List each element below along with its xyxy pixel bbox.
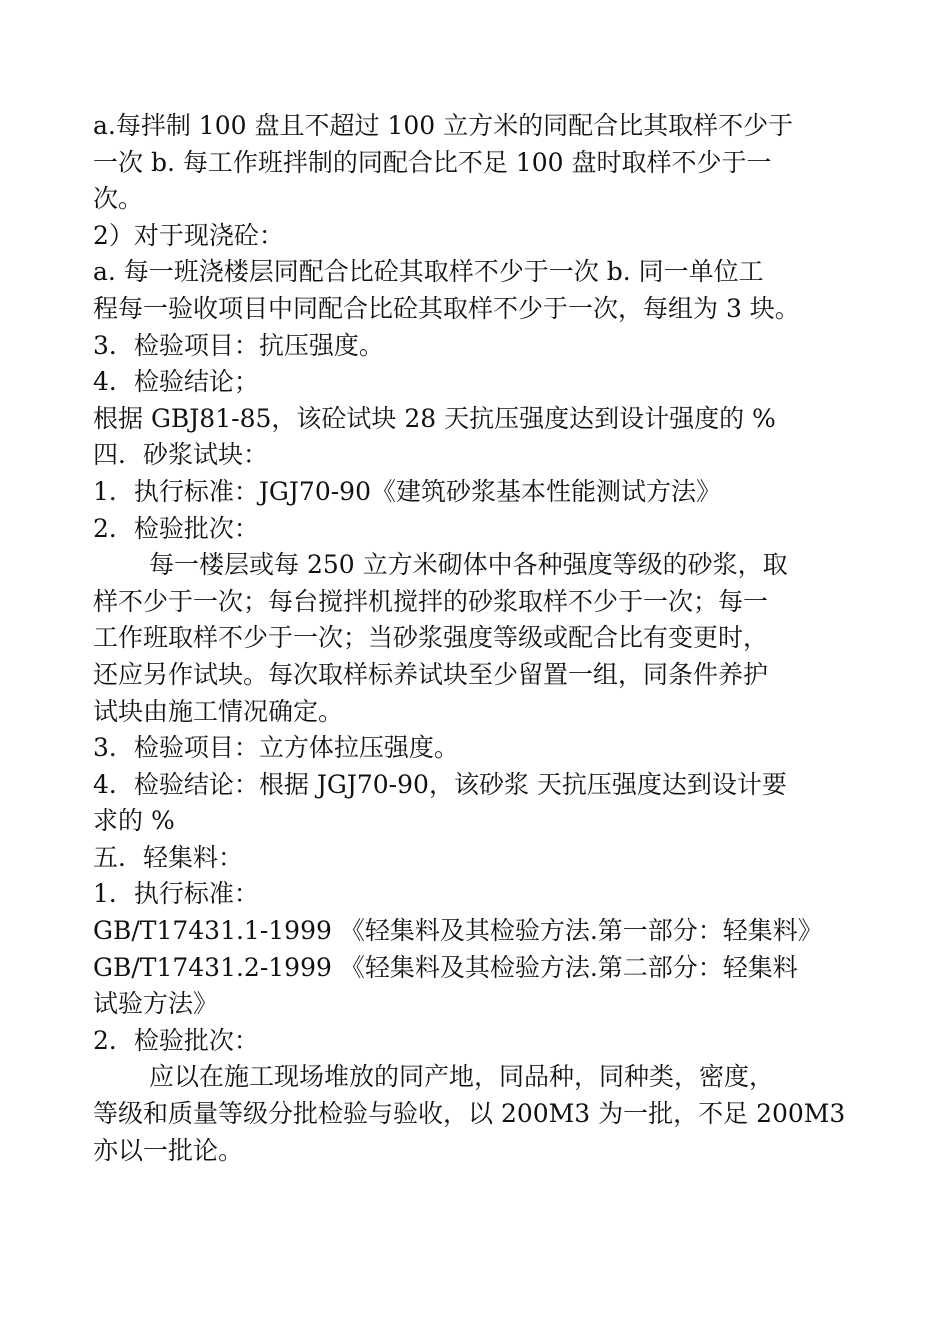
- standard-reference: GB/T17431.1-1999 《轻集料及其检验方法.第一部分：轻集料》: [93, 916, 823, 946]
- item-heading: 4．检验结论；: [93, 367, 259, 397]
- text-line: 试块由施工情况确定。: [93, 696, 344, 726]
- text-line: a. 每一班浇楼层同配合比砼其取样不少于一次 b. 同一单位工: [93, 257, 764, 287]
- text-line: 还应另作试块。每次取样标养试块至少留置一组，同条件养护: [93, 659, 769, 689]
- paragraph-first-line: 应以在施工现场堆放的同产地，同品种，同种类，密度，: [149, 1062, 775, 1092]
- text-line: a.每拌制 100 盘且不超过 100 立方米的同配合比其取样不少于: [93, 111, 794, 140]
- item-heading: 1．执行标准：JGJ70-90《建筑砂浆基本性能测试方法》: [93, 476, 721, 506]
- text-line: 工作班取样不少于一次；当砂浆强度等级或配合比有变更时，: [93, 623, 769, 653]
- item-heading: 3．检验项目：立方体拉压强度。: [93, 733, 459, 763]
- item-heading: 3．检验项目：抗压强度。: [93, 330, 384, 360]
- text-line: 样不少于一次；每台搅拌机搅拌的砂浆取样不少于一次；每一: [93, 586, 769, 616]
- document-body: [93, 108, 883, 1169]
- text-line: 等级和质量等级分批检验与验收，以 200M3 为一批，不足 200M3: [93, 1099, 846, 1129]
- text-line: 根据 GBJ81-85，该砼试块 28 天抗压强度达到设计强度的 %: [93, 403, 776, 433]
- text-line: 一次 b. 每工作班拌制的同配合比不足 100 盘时取样不少于一: [93, 147, 772, 177]
- section-heading: 五．轻集料：: [93, 842, 244, 872]
- text-line: 求的 %: [93, 806, 175, 836]
- item-heading: 2．检验批次：: [93, 1025, 259, 1055]
- text-line: 亦以一批论。: [93, 1135, 244, 1165]
- paragraph-first-line: 每一楼层或每 250 立方米砌体中各种强度等级的砂浆，取: [149, 550, 788, 580]
- item-heading: 4．检验结论：根据 JGJ70-90，该砂浆 天抗压强度达到设计要: [93, 769, 787, 799]
- text-line: 程每一验收项目中同配合比砼其取样不少于一次，每组为 3 块。: [93, 293, 800, 323]
- text-line: 次。: [93, 184, 144, 214]
- item-heading: 2．检验批次：: [93, 513, 259, 543]
- section-heading: 2）对于现浇砼：: [93, 220, 284, 250]
- item-heading: 1．执行标准：: [93, 879, 259, 909]
- text-line: 试验方法》: [93, 989, 219, 1019]
- standard-reference: GB/T17431.2-1999 《轻集料及其检验方法.第二部分：轻集料: [93, 952, 798, 982]
- section-heading: 四．砂浆试块：: [93, 440, 269, 470]
